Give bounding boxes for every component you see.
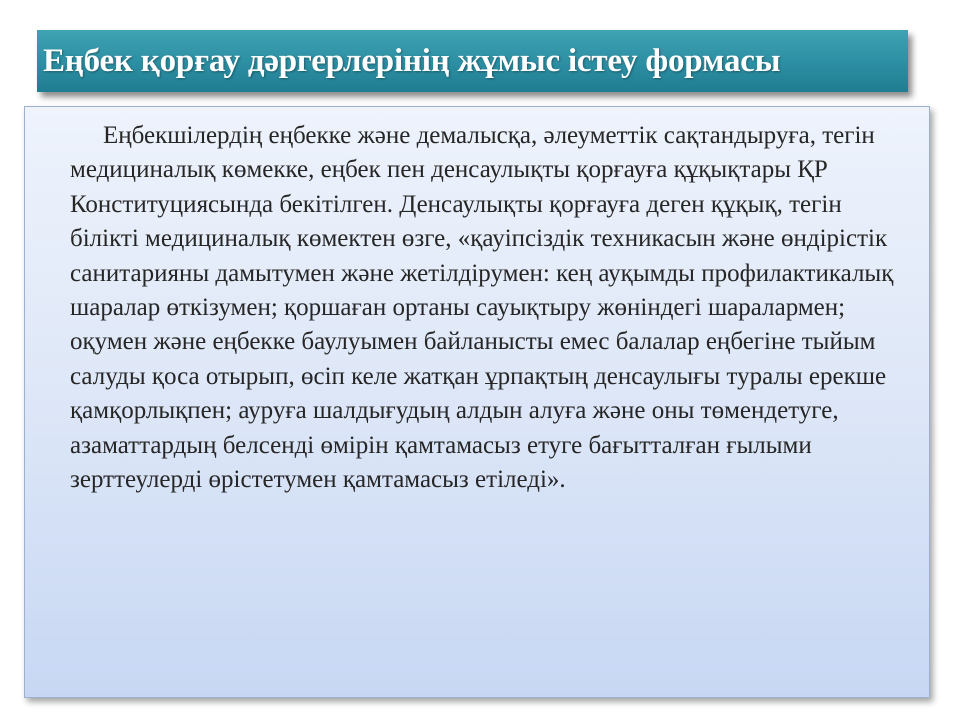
- body-paragraph: Еңбекшілердің еңбекке және демалысқа, әлеуметтік сақтандыруға, тегін медициналық көмекке, еңбек пен денсаулықты қорғауға құқықтары ҚР Конституциясында бекітілген. Денсаулықты қорғауға деген құқық, тегін білікті медициналық көмектен өзге, «қауіпсіздік техникасын және өндірістік санитарияны дамытумен және жетілдірумен: кең ауқымды профилактикалық шаралар өткізумен; қоршаған ортаны сауықтыру жөніндегі шаралармен; оқумен және еңбекке баулуымен байланысты емес балалар еңбегіне тыйым салуды қоса отырып, өсіп келе жатқан ұрпақтың денсаулығы туралы ерекше қамқорлықпен; ауруға шалдығудың алдын алуға және оны төмендетуге, азаматтардың белсенді өмірін қамтамасыз етуге бағытталған ғылыми зерттеулерді өрістетумен қамтамасыз етіледі».: [70, 122, 894, 494]
- content-box: [24, 106, 930, 698]
- title-bar: [37, 30, 908, 92]
- slide-title: Еңбек қорғау дәргерлерінің жұмыс істеу формасы: [43, 42, 781, 79]
